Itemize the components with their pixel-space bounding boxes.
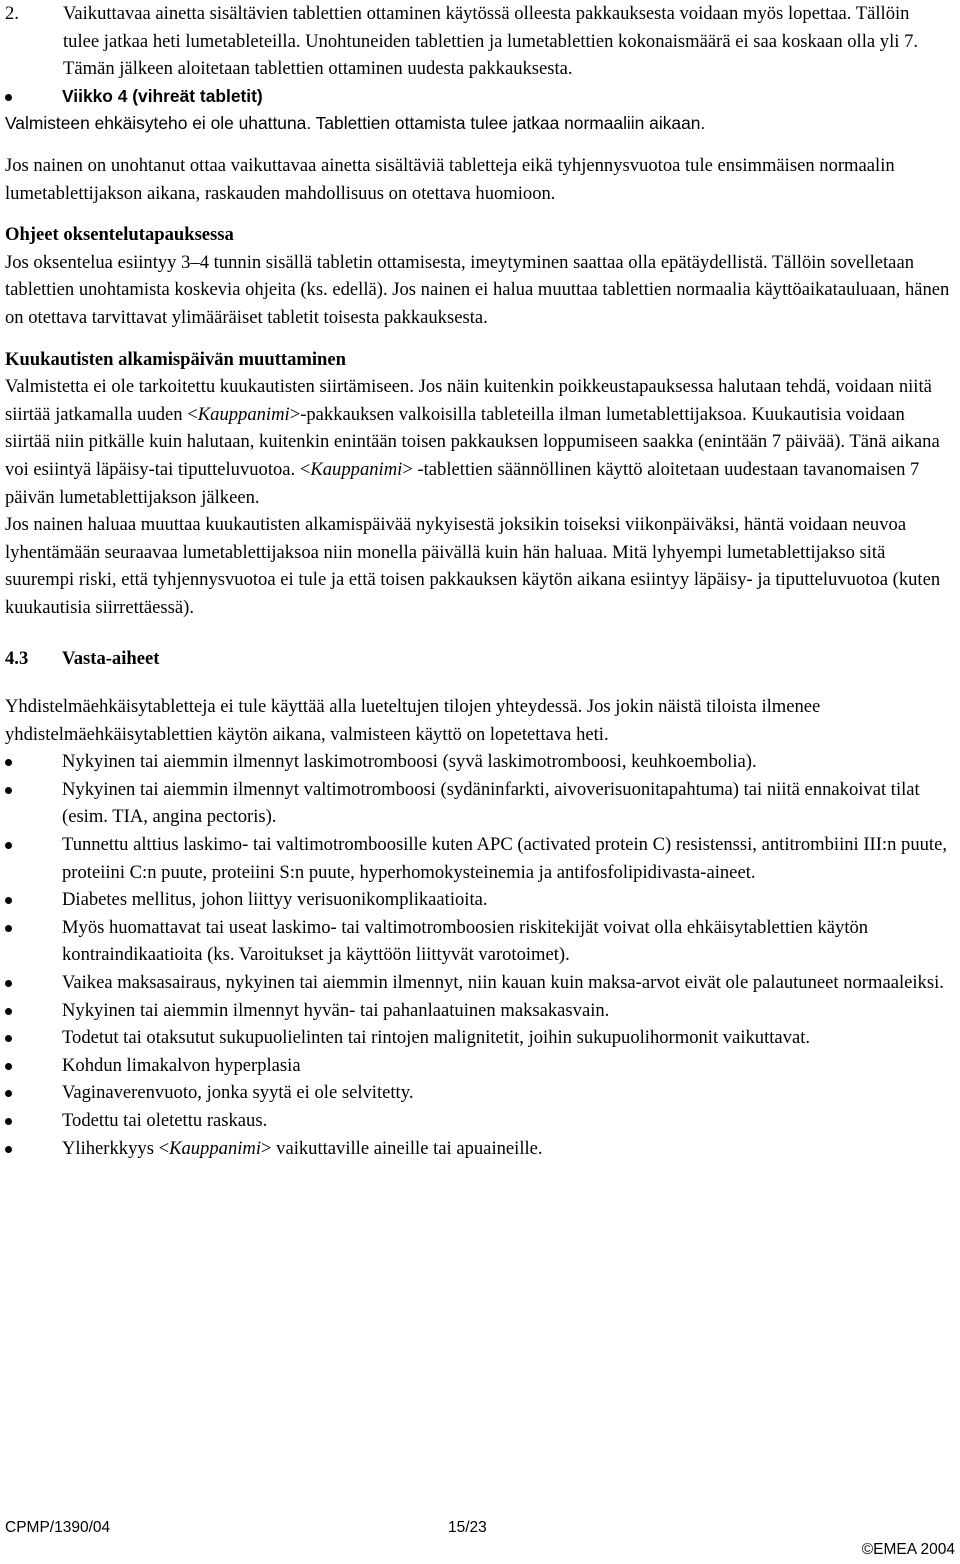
bullet-icon <box>5 1146 12 1153</box>
product-name: Kauppanimi <box>310 458 403 480</box>
bullet-text: Todettu tai oletettu raskaus. <box>62 1109 268 1131</box>
document-page <box>5 0 950 1162</box>
bullet-text: Diabetes mellitus, johon liittyy verisuonikomplikaatioita. <box>62 889 488 911</box>
item-text: Vaikuttavaa ainetta sisältävien tablettien ottaminen käytössä olleesta pakkauksesta voidaan myös lopettaa. Tällöin tulee jatkaa heti lumetableteilla. Unohtuneiden tablettien ja lumetablettien kokonaismäärä ei saa koskaan olla yli 7. Tämän jälkeen aloitetaan tablettien ottaminen uudesta pakkauksesta. <box>63 3 919 80</box>
bullet-item <box>5 1024 950 1052</box>
bullet-item <box>5 886 950 914</box>
text-run: >-pakkauksen valkoisilla tableteilla ilman lumetablettijaksoa. Kuukautisia voidaan siirtää niin pitkälle kuin halutaan, kuitenkin enintään toisen pakkauksen loppumiseen saakka (enintään 7 päivää). Tänä aikana voi esiintyä läpäisy-tai tiputteluvuotoa. < <box>5 403 940 480</box>
item-number: 2. <box>5 3 19 24</box>
text-run: Yliherkkyys < <box>62 1137 170 1159</box>
product-name: Kauppanimi <box>197 403 290 425</box>
bullet-text: Myös huomattavat tai useat laskimo- tai valtimotromboosien riskitekijät voivat olla ehkäisytablettien käytön kontraindikaatioita (ks. Varoitukset ja käyttöön liittyvät varotoimet). <box>62 916 869 966</box>
bullet-text: Vaginaverenvuoto, jonka syytä ei ole selvitetty. <box>62 1082 414 1104</box>
text-run: > -tablettien säännöllinen käyttö aloitetaan uudestaan tavanomaisen 7 päivän lumetablettijakson jälkeen. <box>5 458 920 508</box>
bullet-text: Nykyinen tai aiemmin ilmennyt valtimotromboosi (sydäninfarkti, aivoverisuonitapahtuma) tai niitä ennakoivat tilat (esim. TIA, angina pectoris). <box>62 778 920 828</box>
bullet-icon <box>5 897 12 904</box>
bullet-item <box>5 1052 950 1080</box>
page-footer <box>5 1514 955 1558</box>
bullet-icon <box>5 1035 12 1042</box>
paragraph-forgot: Jos nainen on unohtanut ottaa vaikuttavaa ainetta sisältäviä tabletteja eikä tyhjennysvuotoa tule ensimmäisen normaalin lumetablettijakson aikana, raskauden mahdollisuus on otettava huomioon. <box>5 154 895 204</box>
contraindications-intro: Yhdistelmäehkäisytabletteja ei tule käyttää alla lueteltujen tilojen yhteydessä. Jos jokin näistä tiloista ilmenee yhdistelmäehkäisytablettien käytön aikana, valmisteen käyttö on lopetettava heti. <box>5 696 821 745</box>
bullet-text: Nykyinen tai aiemmin ilmennyt laskimotromboosi (syvä laskimotromboosi, keuhkoembolia). <box>62 751 757 773</box>
bullet-text: Nykyinen tai aiemmin ilmennyt hyvän- tai pahanlaatuinen maksakasvain. <box>62 999 610 1021</box>
bullet-icon <box>5 842 12 849</box>
vomiting-heading: Ohjeet oksentelutapauksessa <box>5 224 234 246</box>
bullet-icon <box>5 1063 12 1070</box>
bullet-item <box>5 1135 950 1163</box>
bullet-item <box>5 776 950 831</box>
copyright: ©EMEA 2004 <box>861 1541 955 1558</box>
section-title: Vasta-aiheet <box>62 648 160 670</box>
bullet-item <box>5 748 950 776</box>
bullet-text: Vaikea maksasairaus, nykyinen tai aiemmin ilmennyt, niin kauan kuin maksa-arvot eivät ole palautuneet normaaleiksi. <box>62 972 944 993</box>
bullet-item <box>5 969 950 997</box>
week4-text: Valmisteen ehkäisyteho ei ole uhattuna. Tablettien ottamista tulee jatkaa normaaliin aikaan. <box>5 113 706 134</box>
bullet-icon <box>5 759 12 766</box>
product-name: Kauppanimi <box>169 1137 262 1159</box>
text-run: Valmistetta ei ole tarkoitettu kuukautisten siirtämiseen. Jos näin kuitenkin poikkeustapauksessa halutaan tehdä, voidaan niitä siirtää jatkamalla uuden < <box>5 376 932 425</box>
section-number: 4.3 <box>5 648 29 670</box>
bullet-item <box>5 1107 950 1135</box>
bullet-icon <box>5 1118 12 1125</box>
shift-heading: Kuukautisten alkamispäivän muuttaminen <box>5 348 346 370</box>
page-number: 15/23 <box>448 1519 487 1536</box>
bullet-item <box>5 831 950 886</box>
bullet-text: Todetut tai otaksutut sukupuolielinten tai rintojen malignitetit, joihin sukupuolihormonit vaikuttavat. <box>62 1027 811 1049</box>
bullet-item <box>5 997 950 1025</box>
bullet-item <box>5 914 950 969</box>
shift-paragraph-1 <box>5 373 950 511</box>
bullet-icon <box>5 787 12 794</box>
bullet-icon <box>5 1008 12 1015</box>
shift-paragraph-2: Jos nainen haluaa muuttaa kuukautisten alkamispäivää nykyisestä joksikin toiseksi viikonpäiväksi, häntä voidaan neuvoa lyhentämään seuraavaa lumetablettijaksoa niin monella päivällä kuin hän haluaa. Mitä lyhyempi lumetablettijakso sitä suurempi riski, että tyhjennysvuotoa ei tule ja että toisen pakkauksen käytön aikana esiintyy läpäisy- ja tiputteluvuotoa (kuten kuukautisia siirrettäessä). <box>5 514 941 618</box>
bullet-text: Tunnettu alttius laskimo- tai valtimotromboosille kuten APC (activated protein C) resistenssi, antitrombiini III:n puute, proteiini C:n puute, proteiini S:n puute, hyperhomokysteinemia ja antifosfolipidivasta-aineet. <box>62 834 947 883</box>
bullet-icon <box>5 1090 12 1097</box>
bullet-item <box>5 1079 950 1107</box>
bullet-text: Kohdun limakalvon hyperplasia <box>62 1054 301 1076</box>
week4-title: Viikko 4 (vihreät tabletit) <box>62 85 263 106</box>
bullet-icon <box>5 925 12 932</box>
numbered-item-2 <box>5 0 950 83</box>
text-run: > vaikuttaville aineille tai apuaineille. <box>261 1137 543 1159</box>
contraindications-list <box>5 748 950 1134</box>
bullet-icon <box>5 94 12 101</box>
bullet-icon <box>5 980 12 987</box>
section-heading-4-3 <box>5 645 950 673</box>
document-id: CPMP/1390/04 <box>5 1519 111 1536</box>
vomiting-text: Jos oksentelua esiintyy 3–4 tunnin sisällä tabletin ottamisesta, imeytyminen saattaa olla epätäydellistä. Tällöin sovelletaan tablettien unohtamista koskevia ohjeita (ks. edellä). Jos nainen ei halua muuttaa tablettien normaalia käyttöaikatauluaan, hänen on otettava tarvittavat ylimääräiset tabletit toisesta pakkauksesta. <box>5 251 950 328</box>
week4-heading <box>5 83 950 111</box>
